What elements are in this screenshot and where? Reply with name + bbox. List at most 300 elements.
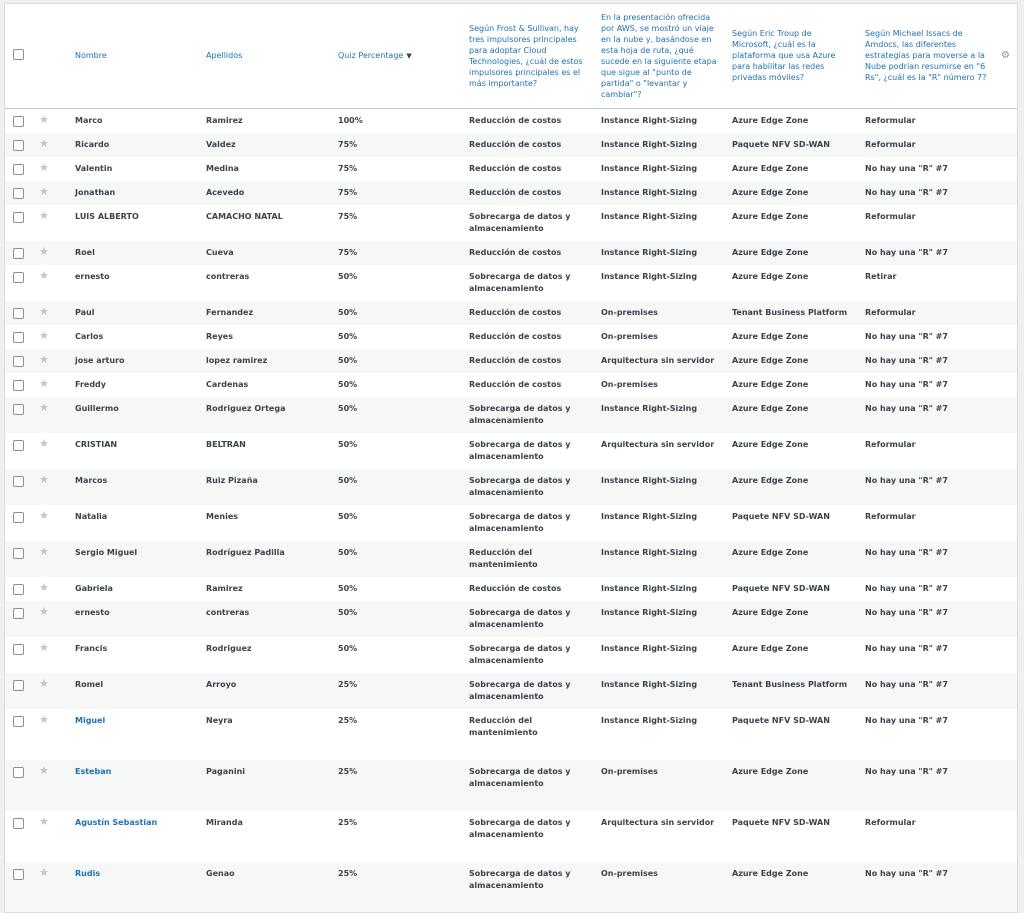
row-end-cell	[997, 349, 1017, 373]
cell-q2-value: Instance Right-Sizing	[601, 247, 698, 257]
star-icon[interactable]: ★	[39, 244, 49, 258]
cell-quiz	[334, 760, 465, 811]
cell-q4	[861, 397, 997, 433]
cell-nombre-value[interactable]: Rudis	[75, 868, 101, 878]
cell-nombre	[71, 469, 202, 505]
row-checkbox[interactable]	[13, 818, 24, 829]
cell-q3	[728, 349, 861, 373]
cell-apellidos-value: CAMACHO NATAL	[206, 211, 283, 221]
column-header-quiz-label: Quiz Percentage	[338, 50, 404, 60]
column-header-question-4[interactable]	[861, 4, 997, 108]
star-icon[interactable]: ★	[39, 712, 49, 726]
row-checkbox[interactable]	[13, 767, 24, 778]
row-star-cell	[29, 505, 71, 541]
cell-apellidos	[202, 811, 334, 862]
column-header-question-1[interactable]	[465, 4, 597, 108]
cell-q3-value: Azure Edge Zone	[732, 187, 809, 197]
row-select-cell	[5, 577, 29, 601]
row-star-cell	[29, 601, 71, 637]
cell-q2-value: Instance Right-Sizing	[601, 511, 698, 521]
cell-q4-value: Reformular	[865, 439, 916, 449]
star-icon[interactable]: ★	[39, 865, 49, 879]
row-checkbox[interactable]	[13, 608, 24, 619]
row-star-cell	[29, 760, 71, 811]
cell-q3-value: Paquete NFV SD-WAN	[732, 511, 830, 521]
cell-quiz	[334, 541, 465, 577]
table-row[interactable]	[5, 637, 1017, 673]
cell-nombre	[71, 349, 202, 373]
cell-nombre-value[interactable]: Esteban	[75, 766, 112, 776]
cell-q4	[861, 505, 997, 541]
cell-nombre	[71, 373, 202, 397]
cell-q4	[861, 760, 997, 811]
cell-apellidos	[202, 469, 334, 505]
star-icon[interactable]: ★	[39, 580, 49, 594]
cell-apellidos-value: Medina	[206, 163, 239, 173]
row-end-cell	[997, 157, 1017, 181]
cell-quiz-value: 25%	[338, 715, 358, 725]
cell-q3-value: Azure Edge Zone	[732, 163, 809, 173]
row-checkbox[interactable]	[13, 356, 24, 367]
row-checkbox[interactable]	[13, 140, 24, 151]
star-icon[interactable]: ★	[39, 544, 49, 558]
table-body	[5, 108, 1017, 913]
cell-q4-value: No hay una "R" #7	[865, 247, 948, 257]
cell-nombre-value: CRISTIAN	[75, 439, 118, 449]
cell-q2	[597, 373, 728, 397]
select-all-checkbox[interactable]	[13, 49, 24, 60]
table-row[interactable]	[5, 601, 1017, 637]
cell-nombre[interactable]	[71, 760, 202, 811]
cell-nombre-value: Gabriela	[75, 583, 113, 593]
row-star-cell	[29, 541, 71, 577]
cell-q2	[597, 181, 728, 205]
cell-q4-value: Reformular	[865, 211, 916, 221]
cell-q1	[465, 133, 597, 157]
cell-q3-value: Azure Edge Zone	[732, 271, 809, 281]
cell-q3	[728, 157, 861, 181]
cell-apellidos-value: Rodriguez	[206, 643, 252, 653]
cell-q1-value: Reducción de costos	[469, 355, 562, 365]
cell-quiz	[334, 397, 465, 433]
cell-apellidos-value: Genao	[206, 868, 235, 878]
table-row[interactable]	[5, 673, 1017, 709]
cell-q4	[861, 811, 997, 862]
row-star-cell	[29, 637, 71, 673]
row-checkbox[interactable]	[13, 332, 24, 343]
row-end-cell	[997, 325, 1017, 349]
row-checkbox[interactable]	[13, 548, 24, 559]
gear-icon[interactable]: ⚙	[1001, 50, 1010, 62]
star-icon[interactable]: ★	[39, 604, 49, 618]
cell-q3-value: Azure Edge Zone	[732, 547, 809, 557]
cell-q2-value: Arquitectura sin servidor	[601, 817, 715, 827]
cell-q1	[465, 181, 597, 205]
column-header-question-2[interactable]	[597, 4, 728, 108]
star-header	[29, 4, 71, 108]
cell-q2	[597, 325, 728, 349]
cell-nombre-value: Freddy	[75, 379, 106, 389]
cell-quiz	[334, 181, 465, 205]
cell-q3	[728, 265, 861, 301]
cell-nombre-value[interactable]: Agustín Sebastian	[75, 817, 158, 827]
row-star-cell	[29, 108, 71, 133]
cell-quiz-value: 50%	[338, 547, 358, 557]
cell-apellidos-value: Ruiz Pizaña	[206, 475, 258, 485]
cell-quiz	[334, 373, 465, 397]
cell-apellidos	[202, 181, 334, 205]
row-select-cell	[5, 181, 29, 205]
row-select-cell	[5, 469, 29, 505]
column-header-quiz-percentage[interactable]	[334, 4, 465, 108]
table-row[interactable]	[5, 265, 1017, 301]
star-icon[interactable]: ★	[39, 328, 49, 342]
row-end-cell	[997, 205, 1017, 241]
table-row[interactable]	[5, 325, 1017, 349]
cell-nombre[interactable]	[71, 811, 202, 862]
row-end-cell	[997, 433, 1017, 469]
table-row[interactable]	[5, 205, 1017, 241]
cell-apellidos-value: Paganini	[206, 766, 246, 776]
cell-q4	[861, 108, 997, 133]
row-checkbox[interactable]	[13, 308, 24, 319]
table-row[interactable]	[5, 157, 1017, 181]
table-row[interactable]	[5, 811, 1017, 862]
row-end-cell	[997, 133, 1017, 157]
cell-q2	[597, 133, 728, 157]
cell-quiz-value: 50%	[338, 307, 358, 317]
row-checkbox[interactable]	[13, 404, 24, 415]
cell-q3-value: Azure Edge Zone	[732, 868, 809, 878]
cell-q3	[728, 181, 861, 205]
row-checkbox[interactable]	[13, 248, 24, 259]
cell-quiz-value: 100%	[338, 115, 363, 125]
cell-quiz-value: 50%	[338, 379, 358, 389]
cell-q2	[597, 469, 728, 505]
table-row[interactable]	[5, 862, 1017, 913]
star-icon[interactable]: ★	[39, 184, 49, 198]
cell-q4	[861, 637, 997, 673]
star-icon[interactable]: ★	[39, 472, 49, 486]
sort-descending-icon[interactable]: ▼	[406, 51, 412, 60]
row-checkbox[interactable]	[13, 680, 24, 691]
table-row[interactable]	[5, 397, 1017, 433]
cell-q4	[861, 541, 997, 577]
row-checkbox[interactable]	[13, 584, 24, 595]
table-row[interactable]	[5, 505, 1017, 541]
cell-nombre[interactable]	[71, 862, 202, 913]
cell-q1	[465, 601, 597, 637]
cell-apellidos	[202, 133, 334, 157]
column-header-nombre-label: Nombre	[75, 51, 107, 61]
cell-q2-value: Arquitectura sin servidor	[601, 355, 715, 365]
cell-q1-value: Sobrecarga de datos y almacenamiento	[469, 643, 571, 665]
cell-quiz	[334, 433, 465, 469]
row-checkbox[interactable]	[13, 164, 24, 175]
cell-nombre-value: Paul	[75, 307, 95, 317]
column-header-question-3[interactable]	[728, 4, 861, 108]
cell-quiz-value: 25%	[338, 817, 358, 827]
cell-apellidos-value: Arroyo	[206, 679, 237, 689]
cell-q4	[861, 301, 997, 325]
star-icon[interactable]: ★	[39, 208, 49, 222]
cell-q1	[465, 637, 597, 673]
cell-apellidos	[202, 325, 334, 349]
star-icon[interactable]: ★	[39, 376, 49, 390]
cell-nombre	[71, 433, 202, 469]
column-settings-cell	[997, 4, 1017, 108]
cell-q3-value: Azure Edge Zone	[732, 211, 809, 221]
cell-q2-value: On-premises	[601, 307, 658, 317]
cell-q4	[861, 373, 997, 397]
cell-apellidos-value: Fernandez	[206, 307, 254, 317]
cell-nombre	[71, 505, 202, 541]
row-checkbox[interactable]	[13, 212, 24, 223]
table-row[interactable]	[5, 469, 1017, 505]
cell-q2	[597, 862, 728, 913]
row-select-cell	[5, 265, 29, 301]
cell-q4-value: Reformular	[865, 307, 916, 317]
table-row[interactable]	[5, 760, 1017, 811]
row-star-cell	[29, 301, 71, 325]
cell-apellidos-value: Reyes	[206, 331, 233, 341]
row-end-cell	[997, 760, 1017, 811]
cell-quiz	[334, 637, 465, 673]
cell-q2-value: Instance Right-Sizing	[601, 715, 698, 725]
row-star-cell	[29, 181, 71, 205]
star-icon[interactable]: ★	[39, 112, 49, 126]
cell-q4	[861, 469, 997, 505]
row-select-cell	[5, 397, 29, 433]
cell-quiz	[334, 265, 465, 301]
cell-q4	[861, 157, 997, 181]
cell-apellidos-value: Neyra	[206, 715, 233, 725]
row-checkbox[interactable]	[13, 869, 24, 880]
row-checkbox[interactable]	[13, 116, 24, 127]
cell-q3	[728, 577, 861, 601]
star-icon[interactable]: ★	[39, 640, 49, 654]
cell-q1-value: Reducción de costos	[469, 331, 562, 341]
cell-q1-value: Reducción del mantenimiento	[469, 715, 538, 737]
table-row[interactable]	[5, 181, 1017, 205]
row-end-cell	[997, 673, 1017, 709]
row-star-cell	[29, 577, 71, 601]
row-checkbox[interactable]	[13, 440, 24, 451]
cell-quiz-value: 25%	[338, 868, 358, 878]
cell-apellidos	[202, 709, 334, 760]
table-row[interactable]	[5, 108, 1017, 133]
row-checkbox[interactable]	[13, 476, 24, 487]
cell-q4-value: Retirar	[865, 271, 897, 281]
cell-q1-value: Reducción de costos	[469, 139, 562, 149]
cell-q4-value: No hay una "R" #7	[865, 679, 948, 689]
cell-quiz	[334, 709, 465, 760]
star-icon[interactable]: ★	[39, 763, 49, 777]
cell-q1-value: Sobrecarga de datos y almacenamiento	[469, 271, 571, 293]
cell-q1	[465, 433, 597, 469]
cell-q2-value: On-premises	[601, 379, 658, 389]
cell-nombre	[71, 265, 202, 301]
row-select-cell	[5, 157, 29, 181]
cell-q2-value: Instance Right-Sizing	[601, 583, 698, 593]
cell-q4	[861, 205, 997, 241]
cell-q1-value: Reducción de costos	[469, 163, 562, 173]
row-end-cell	[997, 181, 1017, 205]
cell-quiz	[334, 505, 465, 541]
cell-apellidos-value: Miranda	[206, 817, 243, 827]
table-row[interactable]	[5, 349, 1017, 373]
cell-q4	[861, 709, 997, 760]
cell-q3	[728, 637, 861, 673]
cell-quiz-value: 50%	[338, 643, 358, 653]
cell-q2-value: Instance Right-Sizing	[601, 271, 698, 281]
star-icon[interactable]: ★	[39, 676, 49, 690]
cell-q3	[728, 397, 861, 433]
cell-q3	[728, 505, 861, 541]
row-end-cell	[997, 301, 1017, 325]
cell-q1	[465, 862, 597, 913]
star-icon[interactable]: ★	[39, 400, 49, 414]
star-icon[interactable]: ★	[39, 436, 49, 450]
star-icon[interactable]: ★	[39, 508, 49, 522]
cell-nombre	[71, 108, 202, 133]
cell-q3	[728, 541, 861, 577]
cell-apellidos-value: Valdez	[206, 139, 236, 149]
cell-q2	[597, 301, 728, 325]
cell-q4	[861, 433, 997, 469]
cell-q3-value: Paquete NFV SD-WAN	[732, 817, 830, 827]
cell-q1	[465, 811, 597, 862]
cell-apellidos-value: Rodríguez Padilla	[206, 547, 285, 557]
row-select-cell	[5, 349, 29, 373]
cell-nombre[interactable]	[71, 709, 202, 760]
table-row[interactable]	[5, 577, 1017, 601]
cell-nombre	[71, 673, 202, 709]
cell-q1	[465, 397, 597, 433]
cell-q3-value: Paquete NFV SD-WAN	[732, 583, 830, 593]
column-header-nombre[interactable]	[71, 4, 202, 108]
star-icon[interactable]: ★	[39, 160, 49, 174]
cell-q2	[597, 673, 728, 709]
row-checkbox[interactable]	[13, 716, 24, 727]
row-end-cell	[997, 373, 1017, 397]
table-row[interactable]	[5, 373, 1017, 397]
row-star-cell	[29, 325, 71, 349]
row-select-cell	[5, 811, 29, 862]
row-select-cell	[5, 133, 29, 157]
column-header-q1-label: Según Frost & Sullivan, hay tres impulsores principales para adoptar Cloud Technologies, ¿cuál de estos impulsores principales es el más importante?	[469, 23, 583, 88]
cell-q1-value: Sobrecarga de datos y almacenamiento	[469, 475, 571, 497]
cell-q4	[861, 241, 997, 265]
cell-apellidos-value: BELTRAN	[206, 439, 246, 449]
row-checkbox[interactable]	[13, 188, 24, 199]
row-star-cell	[29, 673, 71, 709]
table-row[interactable]	[5, 709, 1017, 760]
cell-apellidos	[202, 157, 334, 181]
cell-q1	[465, 541, 597, 577]
column-header-apellidos[interactable]	[202, 4, 334, 108]
cell-nombre	[71, 601, 202, 637]
row-checkbox[interactable]	[13, 272, 24, 283]
cell-nombre	[71, 301, 202, 325]
cell-nombre-value[interactable]: Miguel	[75, 715, 106, 725]
cell-quiz-value: 50%	[338, 583, 358, 593]
cell-apellidos-value: Menies	[206, 511, 239, 521]
star-icon[interactable]: ★	[39, 136, 49, 150]
cell-q1	[465, 325, 597, 349]
cell-q2	[597, 505, 728, 541]
cell-q3	[728, 241, 861, 265]
cell-q3	[728, 811, 861, 862]
star-icon[interactable]: ★	[39, 814, 49, 828]
cell-apellidos	[202, 397, 334, 433]
cell-q3-value: Paquete NFV SD-WAN	[732, 715, 830, 725]
cell-q4-value: Reformular	[865, 511, 916, 521]
cell-q4-value: No hay una "R" #7	[865, 583, 948, 593]
row-end-cell	[997, 469, 1017, 505]
cell-q2-value: Instance Right-Sizing	[601, 115, 698, 125]
row-checkbox[interactable]	[13, 644, 24, 655]
cell-q2	[597, 265, 728, 301]
table-row[interactable]	[5, 541, 1017, 577]
cell-quiz-value: 75%	[338, 163, 358, 173]
row-end-cell	[997, 397, 1017, 433]
row-checkbox[interactable]	[13, 380, 24, 391]
cell-q1-value: Sobrecarga de datos y almacenamiento	[469, 766, 571, 788]
cell-q2-value: Instance Right-Sizing	[601, 475, 698, 485]
cell-q1-value: Reducción de costos	[469, 307, 562, 317]
table-row[interactable]	[5, 133, 1017, 157]
cell-nombre	[71, 181, 202, 205]
cell-q2	[597, 205, 728, 241]
cell-apellidos	[202, 349, 334, 373]
cell-q1-value: Sobrecarga de datos y almacenamiento	[469, 679, 571, 701]
table-row[interactable]	[5, 241, 1017, 265]
row-end-cell	[997, 637, 1017, 673]
star-icon[interactable]: ★	[39, 268, 49, 282]
cell-q1	[465, 205, 597, 241]
row-checkbox[interactable]	[13, 512, 24, 523]
table-row[interactable]	[5, 301, 1017, 325]
cell-q3-value: Tenant Business Platform	[732, 307, 848, 317]
cell-q3	[728, 108, 861, 133]
entries-table	[5, 4, 1017, 913]
row-end-cell	[997, 601, 1017, 637]
cell-apellidos	[202, 673, 334, 709]
cell-q2	[597, 541, 728, 577]
row-star-cell	[29, 157, 71, 181]
row-star-cell	[29, 265, 71, 301]
cell-q4-value: No hay una "R" #7	[865, 331, 948, 341]
cell-q2	[597, 601, 728, 637]
row-select-cell	[5, 325, 29, 349]
cell-apellidos	[202, 301, 334, 325]
cell-quiz	[334, 862, 465, 913]
cell-q1-value: Sobrecarga de datos y almacenamiento	[469, 817, 571, 839]
cell-q2-value: Instance Right-Sizing	[601, 547, 698, 557]
star-icon[interactable]: ★	[39, 352, 49, 366]
cell-apellidos-value: Rodriguez Ortega	[206, 403, 286, 413]
cell-apellidos-value: Cueva	[206, 247, 234, 257]
cell-nombre	[71, 241, 202, 265]
cell-apellidos	[202, 108, 334, 133]
cell-q2	[597, 108, 728, 133]
star-icon[interactable]: ★	[39, 304, 49, 318]
row-end-cell	[997, 108, 1017, 133]
cell-q2	[597, 397, 728, 433]
cell-quiz-value: 75%	[338, 247, 358, 257]
table-row[interactable]	[5, 433, 1017, 469]
